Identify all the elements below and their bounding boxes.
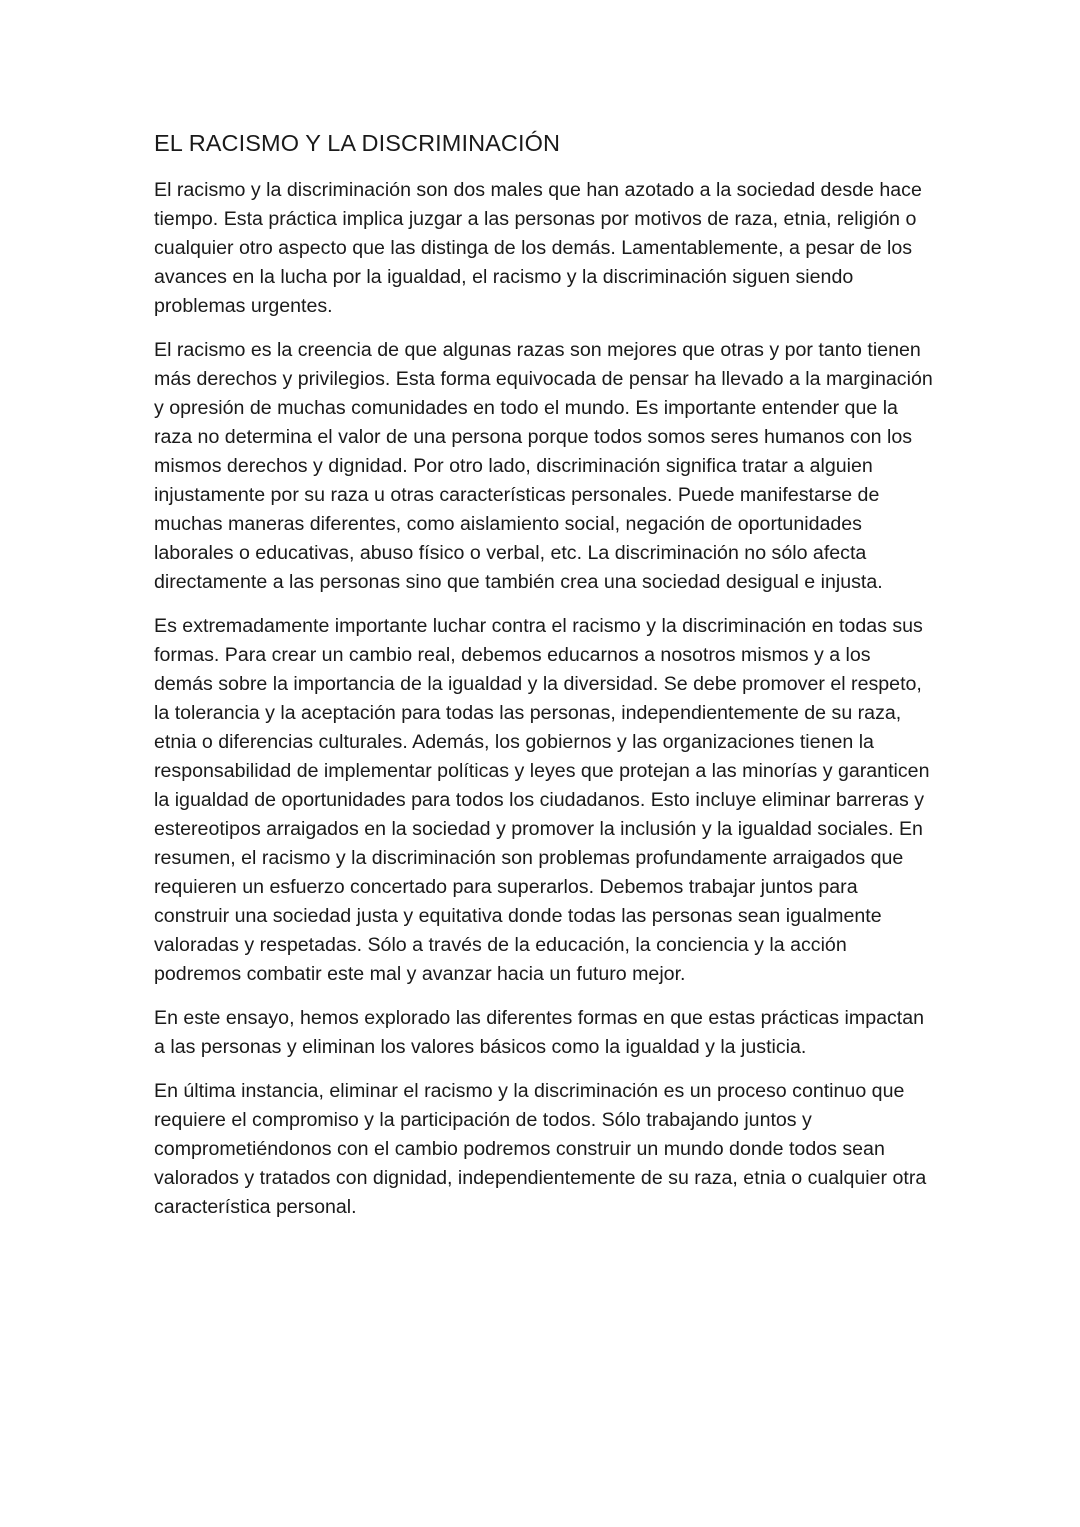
paragraph-action: Es extremadamente importante luchar contra el racismo y la discriminación en todas sus formas. Para crear un cambio real, debemos educarnos a nosotros mismos y a los demás sobre la importancia de la igualdad y la diversidad. Se debe promover el respeto, la tolerancia y la aceptación para todas las personas, independientemente de su raza, etnia o diferencias culturales. Además, los gobiernos y las organizaciones tienen la responsabilidad de implementar políticas y leyes que protejan a las minorías y garanticen la igualdad de oportunidades para todos los ciudadanos. Esto incluye eliminar barreras y estereotipos arraigados en la sociedad y promover la inclusión y la igualdad sociales. En resumen, el racismo y la discriminación son problemas profundamente arraigados que requieren un esfuerzo concertado para superarlos. Debemos trabajar juntos para construir una sociedad justa y equitativa donde todas las personas sean igualmente valoradas y respetadas. Sólo a través de la educación, la conciencia y la acción podremos combatir este mal y avanzar hacia un futuro mejor. — [154, 615, 930, 985]
paragraph-summary: En este ensayo, hemos explorado las diferentes formas en que estas prácticas impactan a las personas y eliminan los valores básicos como la igualdad y la justicia. — [154, 1007, 925, 1058]
paragraph-introduction: El racismo y la discriminación son dos males que han azotado a la sociedad desde hace tiempo. Esta práctica implica juzgar a las personas por motivos de raza, etnia, religión o cualquier otro aspecto que las distinga de los demás. Lamentablemente, a pesar de los avances en la lucha por la igualdad, el racismo y la discriminación siguen siendo problemas urgentes. — [154, 179, 922, 317]
paragraph-definitions: El racismo es la creencia de que algunas razas son mejores que otras y por tanto tienen más derechos y privilegios. Esta forma equivocada de pensar ha llevado a la marginación y opresión de muchas comunidades en todo el mundo. Es importante entender que la raza no determina el valor de una persona porque todos somos seres humanos con los mismos derechos y dignidad. Por otro lado, discriminación significa tratar a alguien injustamente por su raza u otras características personales. Puede manifestarse de muchas maneras diferentes, como aislamiento social, negación de oportunidades laborales o educativas, abuso físico o verbal, etc. La discriminación no sólo afecta directamente a las personas sino que también crea una sociedad desigual e injusta. — [154, 339, 933, 593]
document-body — [154, 126, 934, 1237]
paragraph-conclusion: En última instancia, eliminar el racismo y la discriminación es un proceso continuo que requiere el compromiso y la participación de todos. Sólo trabajando juntos y comprometiéndonos con el cambio podremos construir un mundo donde todos sean valorados y tratados con dignidad, independientemente de su raza, etnia o cualquier otra característica personal. — [154, 1080, 927, 1218]
document-title: EL RACISMO Y LA DISCRIMINACIÓN — [154, 130, 561, 156]
